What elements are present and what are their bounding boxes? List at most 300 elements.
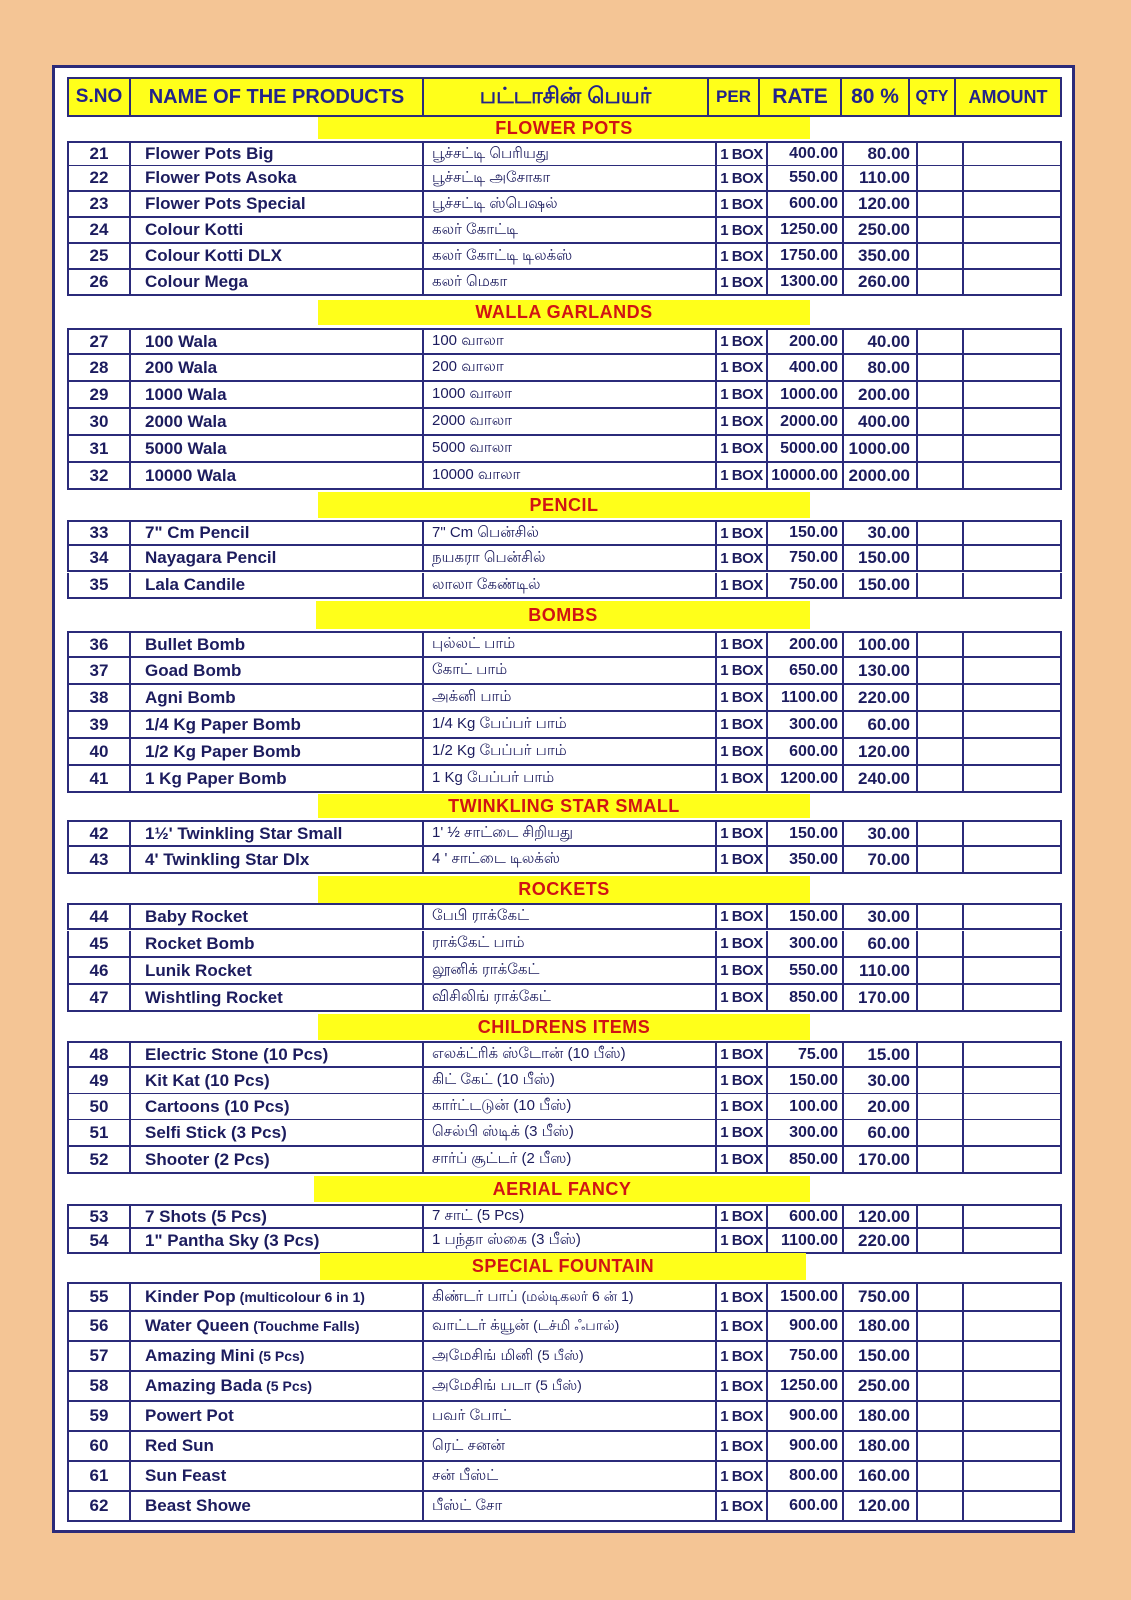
cell-rate (768, 1120, 844, 1145)
cell-per (717, 1492, 768, 1520)
cell-amount (964, 1312, 1060, 1340)
cell-tamil-name-text: எலக்ட்ரிக் ஸ்டோன் (10 பீஸ்) (432, 1045, 626, 1062)
cell-sno-text: 54 (89, 1230, 109, 1250)
cell-rate-text: 850.00 (789, 1150, 838, 1168)
cell-discount-price (844, 1147, 918, 1172)
cell-discount-price (844, 436, 918, 461)
cell-product-name-text: 100 Wala (145, 331, 218, 351)
cell-amount (964, 1372, 1060, 1400)
cell-discount-price (844, 1342, 918, 1370)
cell-tamil-name (424, 382, 717, 407)
cell-tamil-name (424, 685, 717, 710)
cell-product-name (131, 847, 424, 872)
table-row (67, 166, 1062, 192)
cell-tamil-name-text: கலர் கோட்டி (432, 220, 519, 238)
cell-sno-text: 50 (89, 1096, 109, 1116)
cell-tamil-name (424, 1462, 717, 1490)
cell-per-text: 1 BOX (720, 247, 763, 265)
cell-rate-text: 1100.00 (781, 1231, 838, 1249)
cell-product-name-text: Flower Pots Asoka (145, 168, 297, 187)
cell-rate-text: 300.00 (789, 715, 838, 733)
cell-discount-price-text: 220.00 (858, 687, 910, 707)
cell-rate (768, 958, 844, 983)
cell-amount (964, 1120, 1060, 1145)
cell-qty (918, 330, 964, 353)
cell-sno (69, 382, 131, 407)
section-title: AERIAL FANCY (314, 1176, 810, 1202)
cell-sno-text: 37 (89, 660, 109, 680)
cell-rate (768, 330, 844, 353)
table-row (67, 1041, 1062, 1068)
cell-discount-price-text: 350.00 (858, 246, 910, 265)
cell-per-text: 1 BOX (720, 1497, 763, 1515)
header-discount: 80 % (842, 79, 910, 115)
cell-amount (964, 166, 1060, 190)
cell-amount (964, 633, 1060, 656)
cell-rate (768, 685, 844, 710)
cell-tamil-name (424, 931, 717, 956)
cell-qty (918, 463, 964, 488)
cell-discount-price (844, 712, 918, 737)
cell-tamil-name (424, 766, 717, 791)
cell-sno (69, 985, 131, 1010)
cell-product-name (131, 1372, 424, 1400)
cell-rate-text: 1250.00 (780, 221, 838, 238)
cell-per (717, 1312, 768, 1340)
cell-per (717, 822, 768, 845)
cell-discount-price (844, 143, 918, 165)
cell-sno (69, 1147, 131, 1172)
cell-sno (69, 1312, 131, 1340)
cell-tamil-name-text: 1 Kg பேப்பர் பாம் (432, 769, 555, 786)
cell-per-text: 1 BOX (720, 169, 763, 187)
cell-sno-text: 52 (89, 1149, 109, 1169)
cell-tamil-name-text: 1 பந்தா ஸ்கை (3 பீஸ்) (432, 1231, 581, 1248)
cell-amount (964, 712, 1060, 737)
cell-tamil-name (424, 1068, 717, 1093)
cell-per-text: 1 BOX (720, 1124, 763, 1141)
cell-rate-text: 1200.00 (780, 769, 838, 787)
cell-product-name-text: Powert Pot (145, 1406, 234, 1425)
cell-product-name (131, 1462, 424, 1490)
cell-qty (918, 1492, 964, 1520)
cell-per (717, 463, 768, 488)
cell-sno-text: 23 (89, 194, 109, 213)
cell-product-name (131, 463, 424, 488)
table-row (67, 658, 1062, 685)
cell-tamil-name-note: (5 பீஸ்) (537, 1346, 584, 1363)
cell-sno-text: 40 (89, 741, 109, 761)
cell-tamil-name (424, 1043, 717, 1066)
cell-discount-price-text: 170.00 (858, 1149, 910, 1169)
cell-discount-price-text: 110.00 (858, 960, 910, 980)
cell-per-text: 1 BOX (720, 1407, 763, 1425)
cell-tamil-name-text: 7" Cm பென்சில் (432, 523, 539, 541)
cell-sno (69, 1206, 131, 1227)
cell-discount-price (844, 409, 918, 434)
section-title: TWINKLING STAR SMALL (318, 794, 810, 818)
section-title: FLOWER POTS (318, 117, 810, 139)
cell-tamil-name (424, 463, 717, 488)
cell-product-name-text: Amazing Mini (145, 1346, 255, 1365)
cell-discount-price (844, 218, 918, 242)
cell-amount (964, 685, 1060, 710)
table-row (67, 1432, 1062, 1462)
cell-discount-price (844, 985, 918, 1010)
cell-per (717, 712, 768, 737)
cell-rate-text: 150.00 (789, 907, 838, 925)
section-title: CHILDRENS ITEMS (318, 1014, 810, 1040)
cell-rate-text: 10000.00 (771, 466, 838, 484)
cell-product-name-note: (Touchme Falls) (253, 1318, 360, 1334)
cell-per-text: 1 BOX (720, 689, 763, 706)
cell-sno (69, 1229, 131, 1252)
cell-discount-price (844, 166, 918, 190)
cell-sno-text: 55 (89, 1287, 109, 1306)
cell-product-name (131, 739, 424, 764)
cell-tamil-name-text: ரெட் சனன் (432, 1436, 505, 1454)
cell-amount (964, 1206, 1060, 1227)
cell-discount-price (844, 1372, 918, 1400)
cell-product-name-text: Nayagara Pencil (145, 548, 277, 567)
cell-sno (69, 766, 131, 791)
cell-sno-text: 36 (89, 634, 109, 654)
cell-per (717, 847, 768, 872)
cell-discount-price (844, 192, 918, 216)
cell-discount-price (844, 546, 918, 570)
cell-product-name-text: 1/2 Kg Paper Bomb (145, 741, 301, 761)
cell-amount (964, 1342, 1060, 1370)
cell-amount (964, 270, 1060, 294)
cell-product-name-text: 7" Cm Pencil (145, 523, 250, 542)
cell-discount-price (844, 931, 918, 956)
cell-product-name-text: 2000 Wala (145, 411, 227, 431)
cell-per (717, 1342, 768, 1370)
cell-sno (69, 1342, 131, 1370)
cell-sno (69, 270, 131, 294)
cell-product-name (131, 766, 424, 791)
cell-tamil-name-text: 2000 வாலா (432, 412, 513, 429)
table-row (67, 985, 1062, 1012)
cell-per-text: 1 BOX (720, 549, 763, 567)
cell-sno-text: 53 (89, 1206, 109, 1226)
cell-sno (69, 739, 131, 764)
cell-qty (918, 739, 964, 764)
cell-rate (768, 382, 844, 407)
cell-per-text: 1 BOX (720, 1437, 763, 1455)
table-row (67, 1342, 1062, 1372)
cell-discount-price-text: 250.00 (858, 220, 910, 239)
cell-amount (964, 958, 1060, 983)
cell-tamil-name (424, 355, 717, 380)
cell-amount (964, 1043, 1060, 1066)
cell-discount-price-text: 180.00 (858, 1316, 910, 1335)
cell-tamil-name-note: (மல்டிகலர் 6 ன் 1) (521, 1287, 634, 1304)
cell-rate-text: 300.00 (789, 1123, 838, 1141)
cell-discount-price-text: 400.00 (858, 411, 910, 431)
cell-product-name-text: Shooter (2 Pcs) (145, 1149, 270, 1169)
cell-product-name (131, 218, 424, 242)
cell-product-name-text: Red Sun (145, 1436, 214, 1455)
cell-per (717, 382, 768, 407)
cell-qty (918, 1068, 964, 1093)
cell-product-name-text: Kinder Pop (145, 1287, 236, 1306)
cell-qty (918, 1284, 964, 1310)
cell-product-name-text: Colour Kotti (145, 220, 244, 239)
cell-amount (964, 658, 1060, 683)
cell-qty (918, 409, 964, 434)
cell-per (717, 1372, 768, 1400)
cell-rate (768, 1312, 844, 1340)
cell-discount-price (844, 1229, 918, 1252)
cell-rate (768, 1462, 844, 1490)
cell-tamil-name (424, 739, 717, 764)
cell-tamil-name-text: லாலா கேண்டில் (432, 575, 541, 593)
cell-tamil-name-text: 1000 வாலா (432, 385, 513, 402)
cell-per-text: 1 BOX (720, 1046, 763, 1063)
cell-qty (918, 192, 964, 216)
cell-tamil-name (424, 1312, 717, 1340)
cell-discount-price (844, 1206, 918, 1227)
cell-product-name-text: Lala Candile (145, 575, 246, 594)
cell-per (717, 985, 768, 1010)
cell-qty (918, 985, 964, 1010)
cell-sno-text: 42 (89, 823, 109, 843)
cell-tamil-name (424, 633, 717, 656)
cell-qty (918, 1342, 964, 1370)
table-row (67, 1282, 1062, 1312)
cell-tamil-name (424, 546, 717, 570)
cell-rate-text: 1300.00 (780, 273, 838, 290)
cell-tamil-name-text: கிண்டர் பாப் (432, 1287, 518, 1305)
cell-amount (964, 330, 1060, 353)
cell-discount-price (844, 1094, 918, 1119)
cell-tamil-name (424, 192, 717, 216)
cell-rate (768, 712, 844, 737)
cell-tamil-name-text: கலர் மெகா (432, 272, 508, 290)
cell-sno (69, 330, 131, 353)
cell-product-name-text: Colour Kotti DLX (145, 246, 282, 265)
cell-sno (69, 931, 131, 956)
header-name: NAME OF THE PRODUCTS (131, 79, 424, 115)
cell-tamil-name (424, 1094, 717, 1119)
cell-sno-text: 62 (89, 1496, 109, 1515)
cell-product-name (131, 192, 424, 216)
cell-tamil-name-text: அமேசிங் படா (432, 1376, 532, 1394)
cell-tamil-name-text: 1/2 Kg பேப்பர் பாம் (432, 742, 567, 759)
cell-qty (918, 522, 964, 544)
cell-discount-price-text: 40.00 (867, 331, 910, 351)
cell-product-name (131, 1147, 424, 1172)
table-row (67, 712, 1062, 739)
cell-per-text: 1 BOX (720, 145, 763, 163)
table-row (67, 1492, 1062, 1522)
cell-amount (964, 409, 1060, 434)
cell-discount-price (844, 1312, 918, 1340)
cell-qty (918, 633, 964, 656)
cell-qty (918, 958, 964, 983)
cell-amount (964, 1462, 1060, 1490)
cell-per (717, 522, 768, 544)
cell-amount (964, 1229, 1060, 1252)
cell-discount-price (844, 958, 918, 983)
cell-per (717, 244, 768, 268)
cell-qty (918, 270, 964, 294)
table-row (67, 382, 1062, 409)
cell-product-name-text: 1½' Twinkling Star Small (145, 823, 343, 843)
cell-product-name (131, 985, 424, 1010)
cell-rate-text: 600.00 (789, 195, 838, 212)
cell-product-name (131, 1068, 424, 1093)
cell-amount (964, 985, 1060, 1010)
cell-rate-text: 900.00 (789, 1407, 838, 1424)
cell-discount-price-text: 130.00 (858, 660, 910, 680)
cell-amount (964, 573, 1060, 597)
cell-rate-text: 200.00 (789, 635, 838, 653)
cell-discount-price-text: 150.00 (858, 575, 910, 594)
cell-product-name (131, 822, 424, 845)
cell-sno-text: 46 (89, 960, 109, 980)
cell-product-name (131, 1206, 424, 1227)
cell-qty (918, 436, 964, 461)
cell-discount-price (844, 1402, 918, 1430)
section-title: ROCKETS (318, 876, 810, 903)
cell-per-text: 1 BOX (720, 413, 763, 430)
cell-tamil-name-text: பேபி ராக்கேட் (432, 907, 530, 924)
table-row (67, 631, 1062, 658)
cell-discount-price-text: 60.00 (867, 1122, 910, 1142)
cell-per-text: 1 BOX (720, 440, 763, 457)
cell-rate (768, 985, 844, 1010)
cell-rate (768, 409, 844, 434)
cell-discount-price-text: 220.00 (858, 1230, 910, 1250)
cell-amount (964, 546, 1060, 570)
cell-discount-price-text: 30.00 (867, 1070, 910, 1090)
cell-sno-text: 47 (89, 987, 109, 1007)
cell-per-text: 1 BOX (720, 1151, 763, 1168)
cell-per-text: 1 BOX (720, 1467, 763, 1485)
cell-product-name-note: (5 Pcs) (266, 1378, 313, 1394)
cell-rate-text: 750.00 (789, 1347, 838, 1364)
cell-tamil-name-text: பூச்சட்டி பெரியது (432, 144, 549, 162)
cell-per (717, 192, 768, 216)
cell-per-text: 1 BOX (720, 467, 763, 484)
cell-tamil-name (424, 822, 717, 845)
cell-sno-text: 44 (89, 906, 109, 926)
cell-tamil-name (424, 985, 717, 1010)
cell-rate (768, 1068, 844, 1093)
cell-rate (768, 166, 844, 190)
cell-tamil-name-text: அக்னி பாம் (432, 688, 512, 705)
cell-rate-text: 150.00 (789, 824, 838, 842)
cell-tamil-name-text: பவர் போட் (432, 1406, 512, 1424)
cell-tamil-name (424, 143, 717, 165)
cell-discount-price (844, 739, 918, 764)
cell-product-name (131, 522, 424, 544)
cell-qty (918, 1312, 964, 1340)
table-row (67, 1312, 1062, 1342)
cell-tamil-name (424, 218, 717, 242)
cell-tamil-name (424, 244, 717, 268)
cell-sno (69, 522, 131, 544)
cell-rate (768, 522, 844, 544)
cell-amount (964, 192, 1060, 216)
cell-product-name-text: Wishtling Rocket (145, 987, 283, 1007)
cell-sno (69, 1462, 131, 1490)
cell-sno (69, 1372, 131, 1400)
table-row (67, 463, 1062, 490)
cell-product-name-note: (multicolour 6 in 1) (239, 1289, 365, 1305)
cell-tamil-name (424, 1284, 717, 1310)
cell-product-name (131, 1312, 424, 1340)
table-row (67, 1068, 1062, 1095)
cell-tamil-name (424, 1432, 717, 1460)
cell-discount-price (844, 1492, 918, 1520)
cell-discount-price-text: 250.00 (858, 1376, 910, 1395)
cell-per (717, 905, 768, 928)
cell-qty (918, 766, 964, 791)
cell-sno-text: 45 (89, 933, 109, 953)
cell-per-text: 1 BOX (720, 576, 763, 594)
cell-rate-text: 400.00 (789, 145, 838, 162)
cell-product-name-text: 1" Pantha Sky (3 Pcs) (145, 1230, 320, 1250)
cell-rate-text: 5000.00 (780, 439, 838, 457)
cell-rate-text: 75.00 (797, 1045, 838, 1063)
cell-tamil-name (424, 1342, 717, 1370)
cell-per (717, 355, 768, 380)
cell-discount-price (844, 355, 918, 380)
cell-product-name (131, 143, 424, 165)
cell-amount (964, 822, 1060, 845)
cell-tamil-name-text: செல்பி ஸ்டிக் (3 பீஸ்) (432, 1123, 574, 1140)
cell-amount (964, 739, 1060, 764)
cell-rate-text: 2000.00 (780, 412, 838, 430)
cell-amount (964, 847, 1060, 872)
cell-sno (69, 436, 131, 461)
cell-per-text: 1 BOX (720, 851, 763, 868)
cell-discount-price (844, 1120, 918, 1145)
cell-tamil-name (424, 573, 717, 597)
cell-discount-price-text: 80.00 (867, 357, 910, 377)
cell-product-name-text: Baby Rocket (145, 906, 248, 926)
cell-qty (918, 1094, 964, 1119)
cell-qty (918, 1372, 964, 1400)
cell-rate-text: 150.00 (789, 524, 838, 541)
cell-product-name (131, 931, 424, 956)
cell-sno-text: 38 (89, 687, 109, 707)
cell-per (717, 766, 768, 791)
cell-tamil-name (424, 958, 717, 983)
cell-per (717, 1120, 768, 1145)
cell-rate (768, 739, 844, 764)
cell-amount (964, 143, 1060, 165)
cell-amount (964, 522, 1060, 544)
cell-product-name-text: Flower Pots Big (145, 144, 274, 163)
cell-discount-price (844, 463, 918, 488)
cell-amount (964, 244, 1060, 268)
table-row (67, 766, 1062, 793)
cell-per-text: 1 BOX (720, 1072, 763, 1089)
cell-discount-price (844, 685, 918, 710)
cell-tamil-name (424, 436, 717, 461)
cell-per-text: 1 BOX (720, 770, 763, 787)
cell-tamil-name-text: வாட்டர் க்யூன் (432, 1316, 530, 1334)
cell-qty (918, 712, 964, 737)
cell-sno-text: 28 (89, 357, 109, 377)
cell-discount-price-text: 180.00 (858, 1436, 910, 1455)
cell-rate (768, 1229, 844, 1252)
cell-sno-text: 34 (89, 548, 109, 567)
